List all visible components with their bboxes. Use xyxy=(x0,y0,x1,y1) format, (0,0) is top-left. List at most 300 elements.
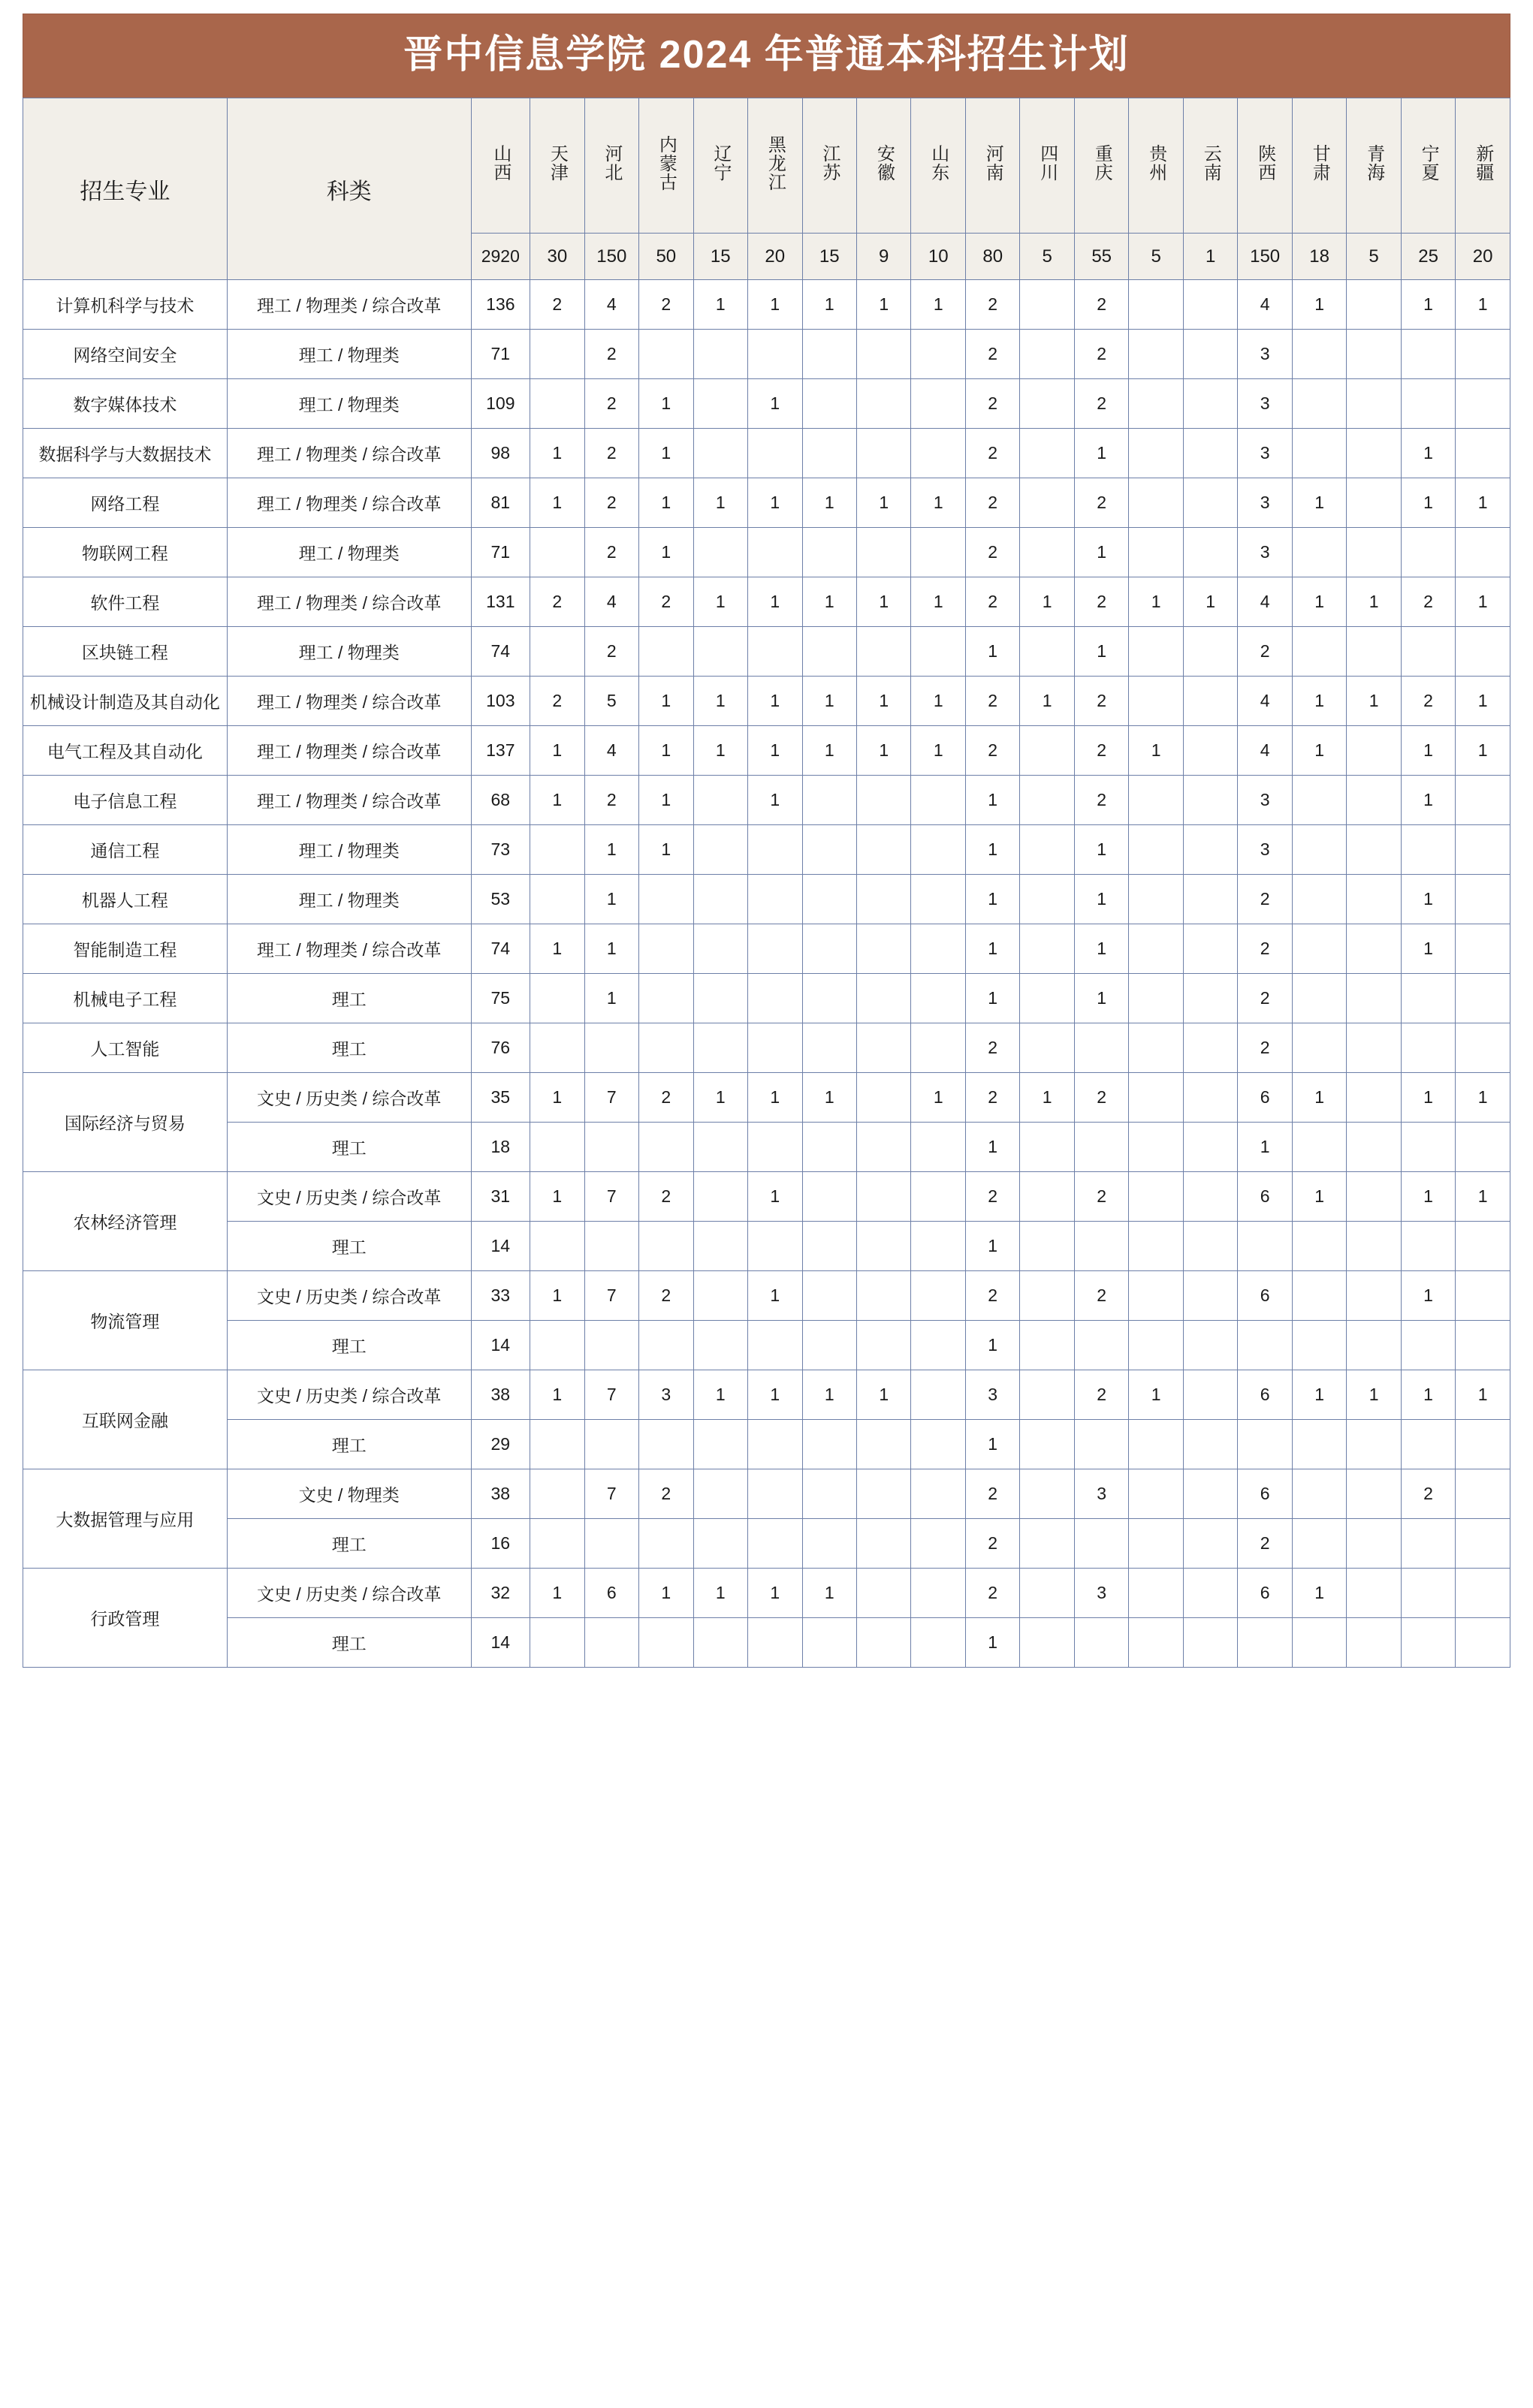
quota-cell-shanxi: 14 xyxy=(471,1321,530,1370)
quota-cell xyxy=(1129,1569,1183,1618)
quota-cell xyxy=(584,1222,638,1271)
quota-cell xyxy=(911,1271,965,1321)
quota-cell-shanxi: 32 xyxy=(471,1569,530,1618)
quota-cell xyxy=(1292,1271,1346,1321)
quota-cell: 1 xyxy=(965,1618,1019,1668)
quota-cell: 2 xyxy=(965,1172,1019,1222)
quota-cell xyxy=(1129,677,1183,726)
quota-cell: 6 xyxy=(1238,1370,1292,1420)
quota-cell: 1 xyxy=(748,478,802,528)
quota-cell: 1 xyxy=(1401,1370,1455,1420)
quota-cell: 2 xyxy=(1074,776,1128,825)
header-province-0: 山西 xyxy=(471,98,530,234)
quota-cell xyxy=(802,1519,856,1569)
quota-cell xyxy=(1183,677,1237,726)
quota-cell: 6 xyxy=(1238,1271,1292,1321)
quota-cell xyxy=(856,1073,910,1123)
quota-cell xyxy=(1456,1222,1510,1271)
quota-cell: 1 xyxy=(856,1370,910,1420)
quota-cell xyxy=(693,924,747,974)
quota-cell: 1 xyxy=(1129,1370,1183,1420)
quota-cell xyxy=(693,528,747,577)
quota-cell xyxy=(1456,627,1510,677)
category-cell: 理工 xyxy=(227,1321,471,1370)
quota-cell: 2 xyxy=(965,1073,1019,1123)
quota-cell xyxy=(1129,528,1183,577)
quota-cell: 2 xyxy=(1074,726,1128,776)
major-name-cell: 数据科学与大数据技术 xyxy=(23,429,228,478)
quota-cell: 2 xyxy=(1074,677,1128,726)
header-total-17: 25 xyxy=(1401,234,1455,280)
category-cell: 理工 / 物理类 / 综合改革 xyxy=(227,726,471,776)
quota-cell xyxy=(1292,1519,1346,1569)
quota-cell: 2 xyxy=(584,528,638,577)
quota-cell: 3 xyxy=(639,1370,693,1420)
category-cell: 理工 / 物理类 / 综合改革 xyxy=(227,577,471,627)
table-row xyxy=(23,1618,1510,1668)
header-province-9: 河南 xyxy=(965,98,1019,234)
quota-cell xyxy=(584,1023,638,1073)
quota-cell xyxy=(1456,1519,1510,1569)
quota-cell: 1 xyxy=(1347,1370,1401,1420)
category-cell: 文史 / 历史类 / 综合改革 xyxy=(227,1370,471,1420)
quota-cell: 2 xyxy=(965,1271,1019,1321)
quota-cell xyxy=(1347,528,1401,577)
quota-cell xyxy=(530,627,584,677)
table-body xyxy=(23,280,1510,1668)
quota-cell: 2 xyxy=(1074,1271,1128,1321)
quota-cell xyxy=(1347,875,1401,924)
quota-cell: 6 xyxy=(1238,1469,1292,1519)
quota-cell: 1 xyxy=(748,1172,802,1222)
quota-cell xyxy=(802,1618,856,1668)
quota-cell xyxy=(639,1420,693,1469)
quota-cell xyxy=(1129,1321,1183,1370)
category-cell: 文史 / 物理类 xyxy=(227,1469,471,1519)
quota-cell xyxy=(530,1519,584,1569)
quota-cell-shanxi: 18 xyxy=(471,1123,530,1172)
quota-cell xyxy=(1183,1420,1237,1469)
quota-cell xyxy=(856,776,910,825)
quota-cell xyxy=(1183,1222,1237,1271)
quota-cell: 1 xyxy=(802,478,856,528)
quota-cell: 1 xyxy=(748,379,802,429)
quota-cell xyxy=(856,1469,910,1519)
quota-cell xyxy=(748,1469,802,1519)
quota-cell: 2 xyxy=(965,280,1019,330)
quota-cell: 1 xyxy=(911,677,965,726)
quota-cell xyxy=(1020,478,1074,528)
table-row xyxy=(23,1469,1510,1519)
quota-cell xyxy=(911,974,965,1023)
header-province-7: 安徽 xyxy=(856,98,910,234)
quota-cell xyxy=(1456,528,1510,577)
quota-cell: 3 xyxy=(1238,825,1292,875)
quota-cell xyxy=(1347,1023,1401,1073)
quota-cell xyxy=(639,330,693,379)
quota-cell xyxy=(1129,825,1183,875)
quota-cell: 3 xyxy=(1238,429,1292,478)
quota-cell: 1 xyxy=(639,379,693,429)
quota-cell-shanxi: 53 xyxy=(471,875,530,924)
quota-cell: 2 xyxy=(1401,1469,1455,1519)
quota-cell: 1 xyxy=(1456,1172,1510,1222)
header-total-2: 150 xyxy=(584,234,638,280)
table-row xyxy=(23,1321,1510,1370)
quota-cell: 2 xyxy=(1238,1023,1292,1073)
quota-cell xyxy=(1292,1023,1346,1073)
header-total-4: 15 xyxy=(693,234,747,280)
quota-cell: 2 xyxy=(639,577,693,627)
quota-cell xyxy=(1401,1569,1455,1618)
quota-cell: 1 xyxy=(639,776,693,825)
category-cell: 理工 / 物理类 / 综合改革 xyxy=(227,478,471,528)
quota-cell: 1 xyxy=(965,924,1019,974)
quota-cell: 1 xyxy=(965,1123,1019,1172)
table-row xyxy=(23,478,1510,528)
quota-cell: 1 xyxy=(639,1569,693,1618)
quota-cell: 2 xyxy=(1074,577,1128,627)
quota-cell xyxy=(584,1420,638,1469)
quota-cell xyxy=(802,429,856,478)
table-row xyxy=(23,1123,1510,1172)
quota-cell: 1 xyxy=(639,478,693,528)
quota-cell-shanxi: 31 xyxy=(471,1172,530,1222)
quota-cell-shanxi: 38 xyxy=(471,1469,530,1519)
quota-cell: 1 xyxy=(1074,825,1128,875)
quota-cell: 1 xyxy=(911,1073,965,1123)
quota-cell: 4 xyxy=(1238,577,1292,627)
quota-cell: 1 xyxy=(965,875,1019,924)
quota-cell: 1 xyxy=(1456,1073,1510,1123)
header-province-12: 贵州 xyxy=(1129,98,1183,234)
quota-cell: 2 xyxy=(639,1271,693,1321)
quota-cell xyxy=(748,429,802,478)
quota-cell: 1 xyxy=(965,825,1019,875)
table-row xyxy=(23,726,1510,776)
quota-cell: 2 xyxy=(1238,974,1292,1023)
quota-cell: 1 xyxy=(693,1569,747,1618)
quota-cell: 2 xyxy=(530,677,584,726)
quota-cell: 1 xyxy=(1020,1073,1074,1123)
quota-cell xyxy=(802,875,856,924)
quota-cell xyxy=(693,1222,747,1271)
quota-cell xyxy=(1347,776,1401,825)
quota-cell xyxy=(639,1023,693,1073)
quota-cell xyxy=(1020,379,1074,429)
category-cell: 理工 / 物理类 / 综合改革 xyxy=(227,677,471,726)
quota-cell xyxy=(748,974,802,1023)
quota-cell xyxy=(802,1420,856,1469)
quota-cell xyxy=(856,1123,910,1172)
quota-cell: 2 xyxy=(965,1023,1019,1073)
quota-cell: 1 xyxy=(1020,577,1074,627)
quota-cell-shanxi: 35 xyxy=(471,1073,530,1123)
quota-cell: 1 xyxy=(639,528,693,577)
quota-cell: 4 xyxy=(1238,280,1292,330)
quota-cell xyxy=(693,776,747,825)
header-province-5: 黑龙江 xyxy=(748,98,802,234)
quota-cell: 1 xyxy=(693,478,747,528)
quota-cell xyxy=(1456,379,1510,429)
quota-cell xyxy=(1401,379,1455,429)
quota-cell xyxy=(1292,627,1346,677)
category-cell: 理工 / 物理类 / 综合改革 xyxy=(227,429,471,478)
quota-cell xyxy=(1020,875,1074,924)
quota-cell: 1 xyxy=(1292,280,1346,330)
quota-cell xyxy=(1238,1618,1292,1668)
quota-cell: 1 xyxy=(1292,1569,1346,1618)
table-row xyxy=(23,1222,1510,1271)
quota-cell xyxy=(748,1023,802,1073)
quota-cell xyxy=(1456,1569,1510,1618)
quota-cell xyxy=(1292,1321,1346,1370)
quota-cell xyxy=(856,1172,910,1222)
major-name-cell: 物联网工程 xyxy=(23,528,228,577)
quota-cell xyxy=(1129,1519,1183,1569)
quota-cell xyxy=(856,924,910,974)
quota-cell xyxy=(1020,1271,1074,1321)
quota-cell xyxy=(1456,825,1510,875)
quota-cell xyxy=(911,1321,965,1370)
quota-cell: 1 xyxy=(965,1321,1019,1370)
table-row xyxy=(23,429,1510,478)
quota-cell xyxy=(1401,1321,1455,1370)
quota-cell: 1 xyxy=(1292,1073,1346,1123)
header-province-18: 新疆 xyxy=(1456,98,1510,234)
quota-cell: 3 xyxy=(965,1370,1019,1420)
quota-cell xyxy=(1020,1618,1074,1668)
quota-cell: 1 xyxy=(639,825,693,875)
quota-cell: 1 xyxy=(748,677,802,726)
quota-cell: 1 xyxy=(1456,726,1510,776)
quota-cell xyxy=(1020,1519,1074,1569)
quota-cell-shanxi: 14 xyxy=(471,1618,530,1668)
quota-cell xyxy=(1456,330,1510,379)
quota-cell xyxy=(693,1172,747,1222)
quota-cell: 1 xyxy=(1129,726,1183,776)
quota-cell xyxy=(1074,1023,1128,1073)
quota-cell xyxy=(1401,1420,1455,1469)
quota-cell xyxy=(1456,1420,1510,1469)
quota-cell xyxy=(1020,330,1074,379)
quota-cell xyxy=(1020,1420,1074,1469)
quota-cell xyxy=(693,1519,747,1569)
quota-cell: 1 xyxy=(1292,1172,1346,1222)
quota-cell: 1 xyxy=(1074,528,1128,577)
category-cell: 理工 / 物理类 xyxy=(227,825,471,875)
quota-cell xyxy=(530,1469,584,1519)
table-row xyxy=(23,1073,1510,1123)
quota-cell xyxy=(639,1123,693,1172)
quota-cell: 2 xyxy=(1238,627,1292,677)
quota-cell xyxy=(1401,1222,1455,1271)
quota-cell xyxy=(1074,1420,1128,1469)
quota-cell xyxy=(1292,1222,1346,1271)
quota-cell xyxy=(748,825,802,875)
quota-cell xyxy=(911,1519,965,1569)
quota-cell: 2 xyxy=(530,280,584,330)
quota-cell: 6 xyxy=(1238,1172,1292,1222)
quota-cell xyxy=(1129,1469,1183,1519)
quota-cell: 3 xyxy=(1074,1569,1128,1618)
quota-cell-shanxi: 14 xyxy=(471,1222,530,1271)
quota-cell xyxy=(1347,1321,1401,1370)
quota-cell xyxy=(802,825,856,875)
quota-cell xyxy=(1074,1123,1128,1172)
major-name-cell: 物流管理 xyxy=(23,1271,228,1370)
quota-cell xyxy=(693,825,747,875)
quota-cell: 4 xyxy=(584,280,638,330)
quota-cell xyxy=(1401,1618,1455,1668)
header-total-6: 15 xyxy=(802,234,856,280)
quota-cell xyxy=(584,1618,638,1668)
quota-cell xyxy=(1129,974,1183,1023)
quota-cell: 5 xyxy=(584,677,638,726)
quota-cell: 2 xyxy=(639,1172,693,1222)
quota-cell xyxy=(1456,1023,1510,1073)
quota-cell: 2 xyxy=(1238,875,1292,924)
quota-cell-shanxi: 29 xyxy=(471,1420,530,1469)
quota-cell: 3 xyxy=(1238,379,1292,429)
quota-cell: 3 xyxy=(1074,1469,1128,1519)
quota-cell: 1 xyxy=(639,429,693,478)
category-cell: 理工 / 物理类 xyxy=(227,528,471,577)
header-province-17: 宁夏 xyxy=(1401,98,1455,234)
page-title: 晋中信息学院 2024 年普通本科招生计划 xyxy=(23,14,1510,98)
quota-cell: 1 xyxy=(802,1370,856,1420)
category-cell: 理工 / 物理类 xyxy=(227,627,471,677)
quota-cell-shanxi: 75 xyxy=(471,974,530,1023)
quota-cell: 2 xyxy=(1401,677,1455,726)
major-name-cell: 网络工程 xyxy=(23,478,228,528)
quota-cell xyxy=(1401,974,1455,1023)
header-total-0: 2920 xyxy=(471,234,530,280)
quota-cell xyxy=(1456,1469,1510,1519)
quota-cell xyxy=(1129,1172,1183,1222)
major-name-cell: 数字媒体技术 xyxy=(23,379,228,429)
header-province-15: 甘肃 xyxy=(1292,98,1346,234)
quota-cell xyxy=(530,1123,584,1172)
quota-cell-shanxi: 103 xyxy=(471,677,530,726)
quota-cell xyxy=(1129,280,1183,330)
quota-cell xyxy=(1020,1321,1074,1370)
quota-cell: 1 xyxy=(1401,875,1455,924)
quota-cell: 1 xyxy=(1401,478,1455,528)
quota-cell: 1 xyxy=(1456,1370,1510,1420)
quota-cell xyxy=(1020,776,1074,825)
quota-cell xyxy=(1347,825,1401,875)
category-cell: 理工 xyxy=(227,1519,471,1569)
quota-cell xyxy=(639,1618,693,1668)
table-row xyxy=(23,1271,1510,1321)
header-province-16: 青海 xyxy=(1347,98,1401,234)
quota-cell xyxy=(1347,1618,1401,1668)
quota-cell: 2 xyxy=(965,1519,1019,1569)
quota-cell: 2 xyxy=(1074,280,1128,330)
quota-cell: 1 xyxy=(584,924,638,974)
header-province-11: 重庆 xyxy=(1074,98,1128,234)
quota-cell: 2 xyxy=(584,429,638,478)
quota-cell xyxy=(911,875,965,924)
category-cell: 理工 / 物理类 / 综合改革 xyxy=(227,280,471,330)
quota-cell xyxy=(856,1271,910,1321)
table-row xyxy=(23,1569,1510,1618)
quota-cell xyxy=(1183,1172,1237,1222)
quota-cell: 1 xyxy=(1347,677,1401,726)
quota-cell xyxy=(856,974,910,1023)
quota-cell xyxy=(1129,478,1183,528)
header-total-9: 80 xyxy=(965,234,1019,280)
category-cell: 理工 / 物理类 / 综合改革 xyxy=(227,776,471,825)
quota-cell xyxy=(530,1420,584,1469)
quota-cell xyxy=(1456,776,1510,825)
quota-cell xyxy=(639,924,693,974)
quota-cell xyxy=(1456,1123,1510,1172)
quota-cell xyxy=(1456,1618,1510,1668)
table-row xyxy=(23,974,1510,1023)
quota-cell xyxy=(748,627,802,677)
table-row xyxy=(23,1519,1510,1569)
quota-cell xyxy=(911,1123,965,1172)
quota-cell xyxy=(911,1222,965,1271)
quota-cell: 1 xyxy=(693,677,747,726)
quota-cell xyxy=(748,1123,802,1172)
quota-cell xyxy=(1183,776,1237,825)
quota-cell: 1 xyxy=(1401,429,1455,478)
quota-cell: 1 xyxy=(1074,875,1128,924)
major-name-cell: 机器人工程 xyxy=(23,875,228,924)
quota-cell xyxy=(1020,825,1074,875)
quota-cell: 1 xyxy=(856,726,910,776)
header-province-10: 四川 xyxy=(1020,98,1074,234)
major-name-cell: 电气工程及其自动化 xyxy=(23,726,228,776)
quota-cell xyxy=(693,1321,747,1370)
quota-cell xyxy=(1183,528,1237,577)
quota-cell: 2 xyxy=(965,577,1019,627)
quota-cell xyxy=(1183,1271,1237,1321)
quota-cell xyxy=(911,1569,965,1618)
quota-cell: 2 xyxy=(1074,1073,1128,1123)
quota-cell xyxy=(1183,330,1237,379)
quota-cell xyxy=(1401,330,1455,379)
quota-cell-shanxi: 71 xyxy=(471,330,530,379)
quota-cell-shanxi: 33 xyxy=(471,1271,530,1321)
quota-cell xyxy=(1292,379,1346,429)
quota-cell: 1 xyxy=(1292,1370,1346,1420)
quota-cell xyxy=(911,379,965,429)
quota-cell xyxy=(1347,379,1401,429)
quota-cell xyxy=(530,1321,584,1370)
quota-cell xyxy=(856,825,910,875)
quota-cell-shanxi: 74 xyxy=(471,627,530,677)
major-name-cell: 互联网金融 xyxy=(23,1370,228,1469)
quota-cell xyxy=(1456,1321,1510,1370)
quota-cell-shanxi: 137 xyxy=(471,726,530,776)
quota-cell xyxy=(802,627,856,677)
quota-cell xyxy=(1347,330,1401,379)
quota-cell xyxy=(856,1222,910,1271)
quota-cell xyxy=(693,1023,747,1073)
header-province-14: 陕西 xyxy=(1238,98,1292,234)
quota-cell xyxy=(584,1519,638,1569)
quota-cell: 1 xyxy=(1456,478,1510,528)
category-cell: 理工 / 物理类 xyxy=(227,379,471,429)
quota-cell: 2 xyxy=(530,577,584,627)
quota-cell: 1 xyxy=(530,924,584,974)
quota-cell xyxy=(639,974,693,1023)
quota-cell: 4 xyxy=(584,726,638,776)
